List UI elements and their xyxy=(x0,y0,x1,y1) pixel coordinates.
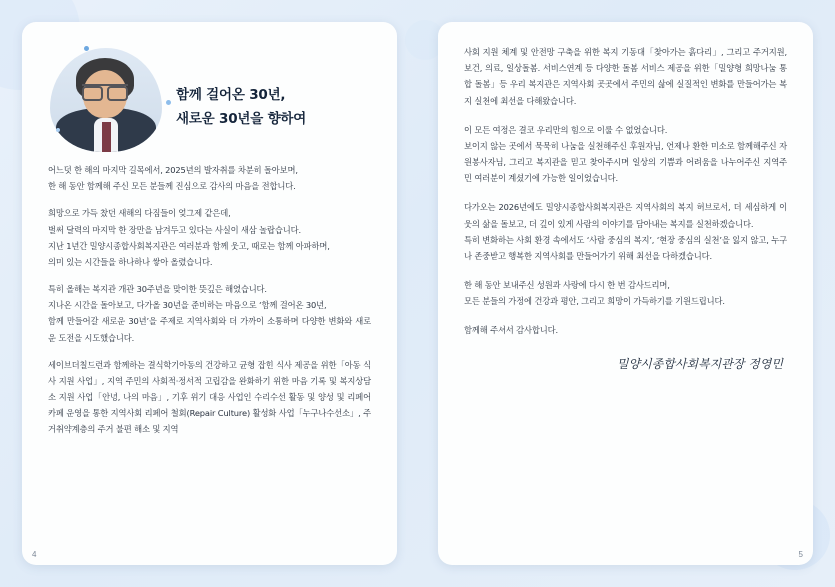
paragraph: 특히 올해는 복지관 개관 30주년을 맞이한 뜻깊은 해였습니다. 지나온 시간을 돌아보고, 다가올 30년을 준비하는 마음으로 ‘함께 걸어온 30년, 함께 만들어갈 새로운 30년’을 주제로 지역사회와 더 가까이 소통하며 다양한 변화와 새로운 도전을 시도했습니다. xyxy=(48,284,371,343)
dot-icon xyxy=(84,46,89,51)
paragraph: 세이브더칠드런과 함께하는 결식학기아동의 건강하고 균형 잡힌 식사 제공을 위한「아동 식사 지원 사업」, 지역 주민의 사회적·정서적 고립감을 완화하기 위한 마음 기록 및 복지상담소 지원 사업「안녕, 나의 마음」, 기후 위기 대응 사업인 수리수선 활동 및 양성 및 리페어 카페 운영을 통한 지역사회 리페어 철회(Repair Culture) 활성화 사업「누구나수선소」, 주거취약계층의 주거 불편 해소 및 지역 xyxy=(48,359,371,435)
glasses-icon xyxy=(82,84,128,98)
dot-icon xyxy=(166,100,171,105)
paragraph: 다가오는 2026년에도 밀양시종합사회복지관은 지역사회의 복지 허브로서, 더 세심하게 이웃의 삶을 돌보고, 더 깊이 있게 사람의 이야기를 담아내는 복지를 실천하겠습니다. 특히 변화하는 사회 환경 속에서도 ‘사람 중심의 복지’, ‘현장 중심의 실천’을 잃지 않고, 누구나 존중받고 행복한 지역사회를 만들어가기 위해 최선을 다하겠습니다. xyxy=(464,202,787,261)
greeting-header xyxy=(48,44,371,162)
avatar-tie xyxy=(102,122,111,152)
paragraph: 희망으로 가득 찼던 새해의 다짐들이 엊그제 같은데, 벌써 달력의 마지막 한 장만을 남겨두고 있다는 사실이 새삼 놀랍습니다. 지난 1년간 밀양시종합사회복지관은 여러분과 함께 웃고, 때로는 함께 아파하며, 의미 있는 시간들을 하나하나 쌓아 올렸습니다. xyxy=(48,208,330,267)
paragraph: 함께해 주셔서 감사합니다. xyxy=(464,325,558,336)
page-title-line-2: 새로운 30년을 향하여 xyxy=(176,110,307,127)
left-body-text xyxy=(48,162,371,438)
signature: 밀양시종합사회복지관장 정영민 xyxy=(616,356,783,371)
page-right xyxy=(438,22,813,565)
right-body-text xyxy=(464,44,787,339)
paragraph: 한 해 동안 보내주신 성원과 사랑에 다시 한 번 감사드리며, 모든 분들의 가정에 건강과 평안, 그리고 희망이 가득하기를 기원드립니다. xyxy=(464,280,725,307)
paragraph: 어느덧 한 해의 마지막 길목에서, 2025년의 발자취를 차분히 돌아보며, 한 해 동안 함께해 주신 모든 분들께 진심으로 감사의 마음을 전합니다. xyxy=(48,165,298,192)
paragraph: 사회 지원 체계 및 안전망 구축을 위한 복지 기동대「찾아가는 흙다리」, 그리고 주거지원, 보건, 의료, 일상돌봄. 서비스연계 등 다양한 돌봄 서비스 제공을 위한「밀양형 희망나눔 통합 돌봄」등 우리 복지관은 지역사회 곳곳에서 주민의 삶에 실질적인 변화를 만들어가는 복지 실천에 최선을 다해왔습니다. xyxy=(464,47,787,106)
paragraph: 이 모든 여정은 결코 우리만의 힘으로 이룰 수 없었습니다. 보이지 않는 곳에서 묵묵히 나눔을 실천해주신 후원자님, 언제나 환한 미소로 함께해주신 자원봉사자님, 그리고 복지관을 믿고 찾아주시며 일상의 기쁨과 어려움을 나누어주신 지역주민 여러분이 계셨기에 가능한 일이었습니다. xyxy=(464,124,787,184)
page-title xyxy=(176,84,386,131)
page-title-line-1: 함께 걸어온 30년, xyxy=(176,87,286,103)
page-left xyxy=(22,22,397,565)
avatar xyxy=(50,48,162,152)
dot-icon xyxy=(56,128,60,132)
page-number-left: 4 xyxy=(32,550,37,559)
page-number-right: 5 xyxy=(798,550,803,559)
